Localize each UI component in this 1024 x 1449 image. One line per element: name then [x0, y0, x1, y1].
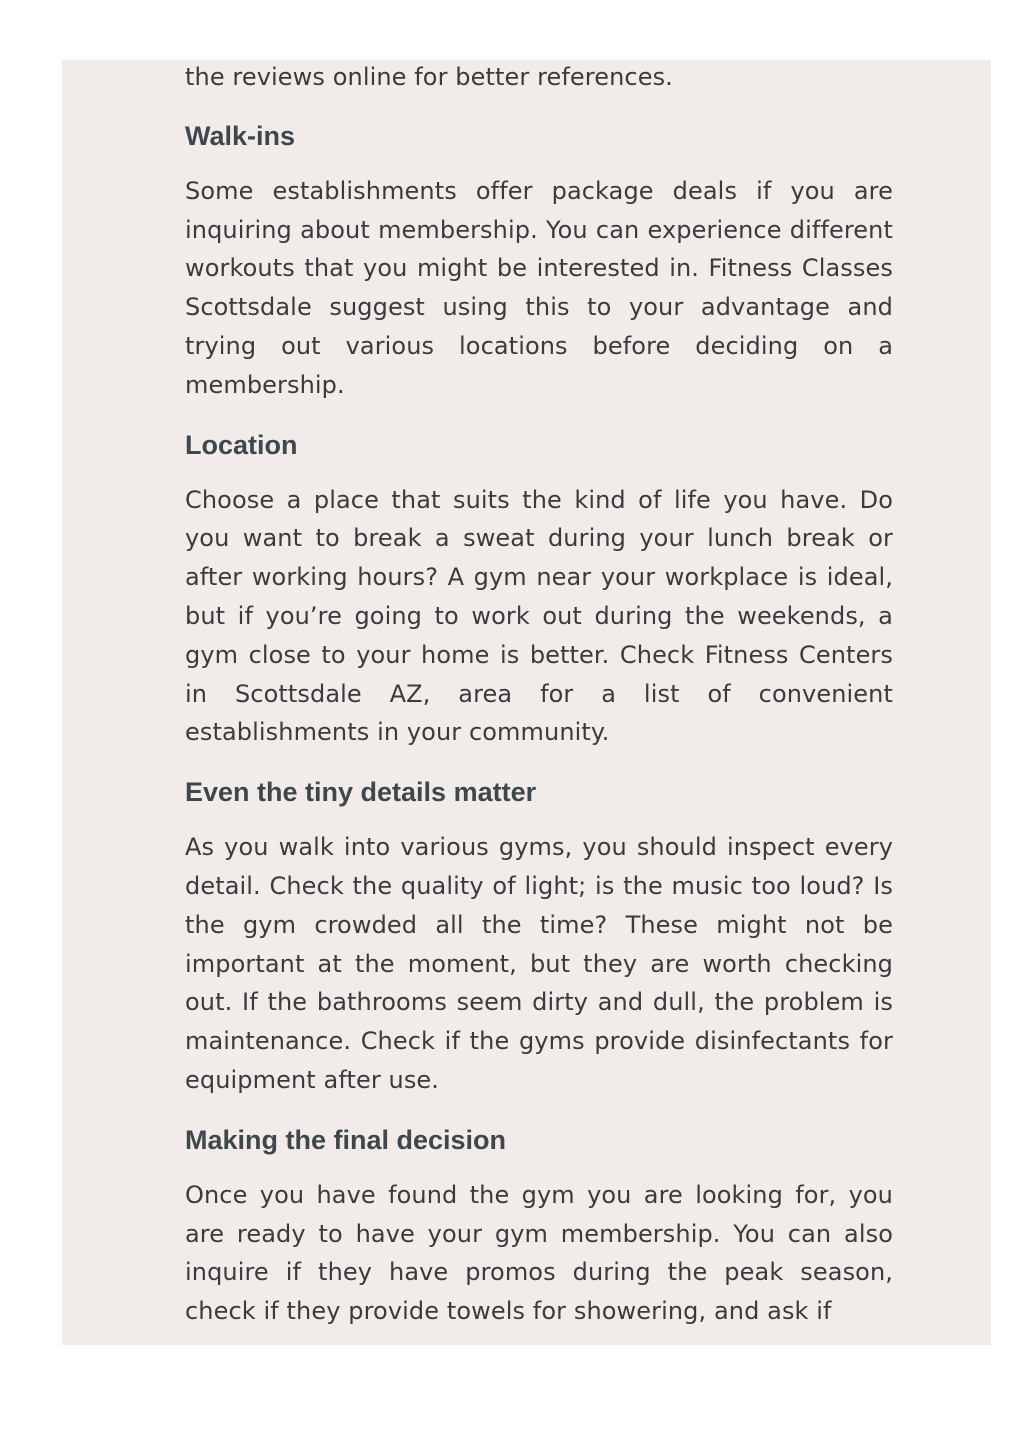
lead-paragraph-fragment: the reviews online for better references. [185, 63, 673, 91]
document-page [62, 60, 991, 1345]
heading-walk-ins: Walk-ins [185, 120, 296, 151]
article-content [185, 60, 893, 1331]
paragraph-final-decision: Once you have found the gym you are looking for, you are ready to have your gym membership. You can also inquire if they have promos during the peak season, check if they provide towels for showering, and ask if [185, 1180, 893, 1326]
paragraph-location: Choose a place that suits the kind of life you have. Do you want to break a sweat during your lunch break or after working hours? A gym near your workplace is ideal, but if you’re going to work out during the weekends, a gym close to your home is better. Check Fitness Centers in Scottsdale AZ, area for a list of convenient establishments in your community. [185, 485, 893, 747]
heading-tiny-details: Even the tiny details matter [185, 777, 537, 808]
paragraph-tiny-details: As you walk into various gyms, you should inspect every detail. Check the quality of light; is the music too loud? Is the gym crowded all the time? These might not be important at the moment, but they are worth checking out. If the bathrooms seem dirty and dull, the problem is maintenance. Check if the gyms provide disinfectants for equipment after use. [185, 833, 893, 1094]
paragraph-walk-ins: Some establishments offer package deals if you are inquiring about membership. You can experience different workouts that you might be interested in. Fitness Classes Scottsdale suggest using this to your advantage and trying out various locations before deciding on a membership. [185, 176, 893, 399]
heading-location: Location [185, 429, 298, 460]
heading-final-decision: Making the final decision [185, 1124, 507, 1155]
